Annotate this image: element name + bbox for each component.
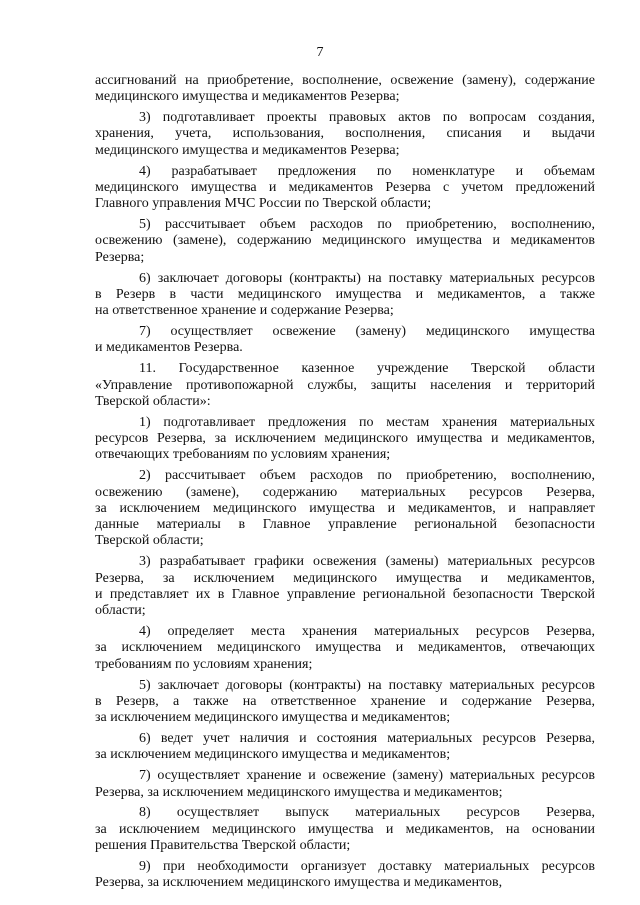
paragraph [95, 73, 595, 106]
text-line: 7) осуществляет хранение и освежение (замену) материальных ресурсов [139, 768, 595, 784]
text-line: Главного управления МЧС России по Тверской области; [95, 196, 432, 212]
text-line: в Резерв в части медицинского имущества и медикаментов, а также [95, 286, 595, 302]
paragraph [95, 271, 595, 320]
text-line: Тверской области; [95, 533, 204, 549]
paragraph [95, 678, 595, 727]
text-line: 2) рассчитывает объем расходов по приобретению, восполнению, [139, 468, 595, 484]
paragraph [95, 415, 595, 464]
text-line: 9) при необходимости организует доставку материальных ресурсов [139, 858, 595, 874]
text-line: Резерва, за исключением медицинского имущества и медикаментов, [95, 875, 503, 891]
text-line: 6) ведет учет наличия и состояния материальных ресурсов Резерва, [139, 731, 595, 747]
text-line: 3) подготавливает проекты правовых актов по вопросам создания, [139, 110, 595, 126]
paragraph [95, 768, 595, 801]
text-line: ассигнований на приобретение, восполнение, освежение (замену), содержание [95, 73, 595, 88]
paragraph [95, 731, 595, 764]
text-line: освежению (замене), содержанию медицинского имущества и медикаментов [95, 233, 595, 249]
text-line: данные материалы в Главное управление региональной безопасности [95, 517, 595, 533]
text-line: Тверской области»: [95, 393, 211, 409]
text-line: решения Правительства Тверской области; [95, 838, 351, 854]
text-line: и представляет их в Главное управление региональной безопасности Тверской [95, 586, 595, 602]
text-line: 4) разрабатывает предложения по номенклатуре и объемам [139, 163, 595, 179]
page-number: 7 [316, 45, 324, 60]
paragraph [95, 805, 595, 854]
paragraph [95, 110, 595, 159]
text-line: 3) разрабатывает графики освежения (замены) материальных ресурсов [139, 554, 595, 570]
paragraph [95, 217, 595, 266]
text-line: 5) рассчитывает объем расходов по приобретению, восполнению, [139, 217, 595, 233]
text-line: за исключением медицинского имущества и медикаментов, на основании [95, 821, 595, 837]
text-line: Резерва, за исключением медицинского имущества и медикаментов, [95, 570, 595, 586]
text-line: за исключением медицинского имущества и медикаментов; [95, 710, 451, 726]
text-line: за исключением медицинского имущества и медикаментов, отвечающих [95, 640, 595, 656]
text-line: 4) определяет места хранения материальных ресурсов Резерва, [139, 624, 595, 640]
text-line: на ответственное хранение и содержание Резерва; [95, 303, 394, 319]
text-line: медицинского имущества и медикаментов Резерва с учетом предложений [95, 179, 595, 195]
document-body [95, 73, 595, 896]
text-line: 6) заключает договоры (контракты) на поставку материальных ресурсов [139, 270, 595, 286]
text-line: Резерва; [95, 249, 145, 265]
paragraph [95, 859, 595, 892]
text-line: и медикаментов Резерва. [95, 340, 243, 356]
text-line: отвечающих требованиям по условиям хранения; [95, 447, 391, 463]
text-line: области; [95, 603, 146, 619]
text-line: 5) заключает договоры (контракты) на поставку материальных ресурсов [139, 677, 595, 693]
text-line: освежению (замене), содержанию материальных ресурсов Резерва, [95, 484, 595, 500]
text-line: медицинского имущества и медикаментов Резерва; [95, 142, 400, 158]
text-line: ресурсов Резерва, за исключением медицинского имущества и медикаментов, [95, 431, 595, 447]
text-line: хранения, учета, использования, восполнения, списания и выдачи [95, 126, 595, 142]
paragraph [95, 554, 595, 619]
text-line: 1) подготавливает предложения по местам хранения материальных [139, 414, 595, 430]
text-line: 11. Государственное казенное учреждение Тверской области [139, 361, 595, 377]
text-line: в Резерв, а также на ответственное хранение и содержание Резерва, [95, 693, 595, 709]
text-line: за исключением медицинского имущества и медикаментов, и направляет [95, 500, 595, 516]
text-line: требованиям по условиям хранения; [95, 656, 313, 672]
paragraph [95, 164, 595, 213]
text-line: 8) осуществляет выпуск материальных ресурсов Резерва, [139, 805, 595, 821]
text-line: за исключением медицинского имущества и медикаментов; [95, 747, 451, 763]
text-line: «Управление противопожарной службы, защиты населения и территорий [95, 377, 595, 393]
paragraph [95, 624, 595, 673]
paragraph [95, 361, 595, 410]
text-line: Резерва, за исключением медицинского имущества и медикаментов; [95, 784, 503, 800]
paragraph [95, 324, 595, 357]
text-line: 7) осуществляет освежение (замену) медицинского имущества [139, 324, 595, 340]
text-line: медицинского имущества и медикаментов Резерва; [95, 89, 400, 105]
paragraph [95, 468, 595, 549]
